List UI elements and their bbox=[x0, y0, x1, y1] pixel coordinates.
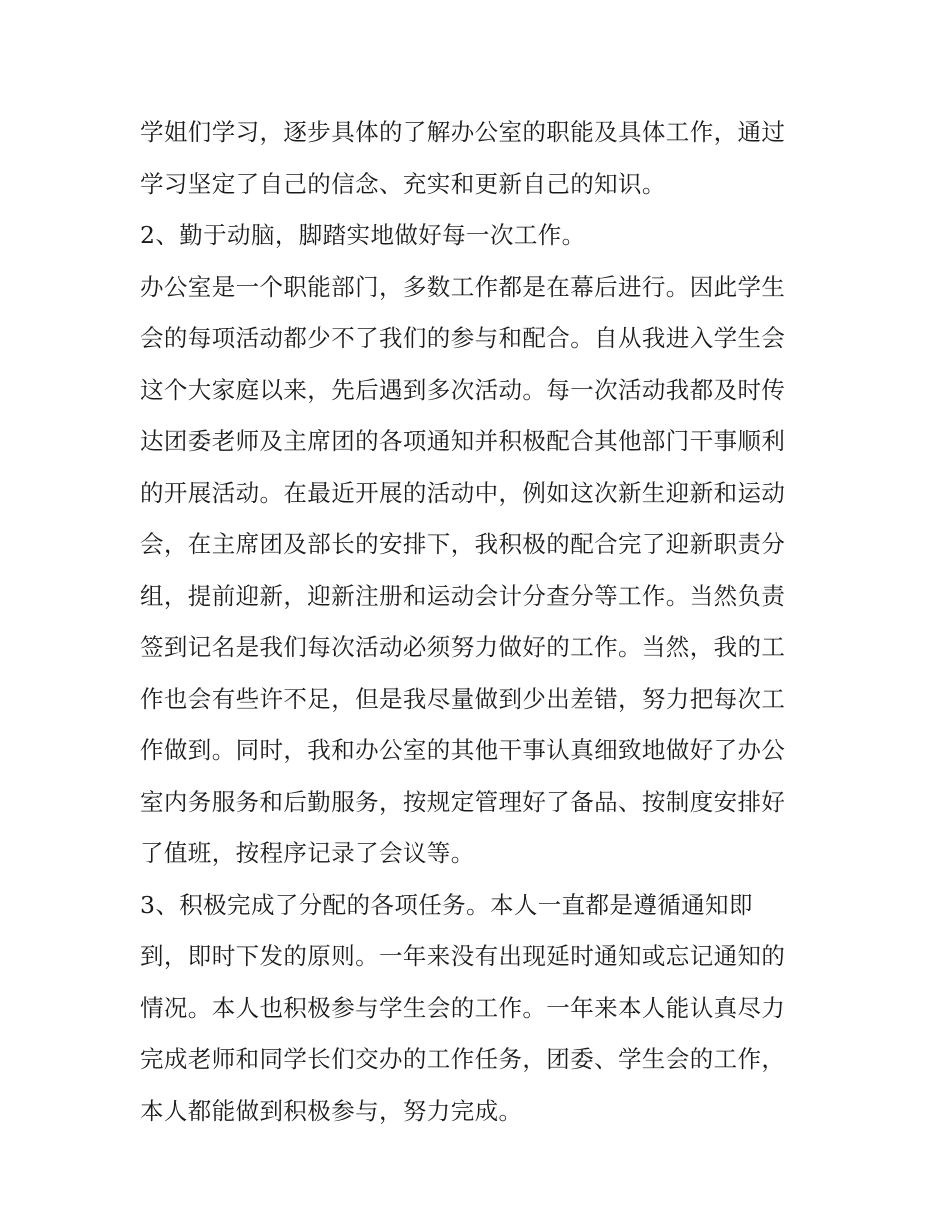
text-line: 的开展活动。在最近开展的活动中，例如这次新生迎新和运动 bbox=[140, 478, 786, 507]
text-line: 办公室是一个职能部门，多数工作都是在幕后进行。因此学生 bbox=[140, 272, 786, 301]
section-heading: 3、积极完成了分配的各项任务。本人一直都是遵循通知即 bbox=[140, 890, 753, 919]
text-line: 达团委老师及主席团的各项通知并积极配合其他部门干事顺利 bbox=[140, 427, 786, 455]
text-line: 组，提前迎新，迎新注册和运动会计分查分等工作。当然负责 bbox=[140, 581, 786, 610]
text-line: 完成老师和同学长们交办的工作任务，团委、学生会的工作， bbox=[140, 1045, 786, 1073]
text-line: 这个大家庭以来，先后遇到多次活动。每一次活动我都及时传 bbox=[140, 375, 786, 404]
text-line: 本人都能做到积极参与，努力完成。 bbox=[140, 1096, 523, 1125]
text-line: 签到记名是我们每次活动必须努力做好的工作。当然，我的工 bbox=[140, 633, 786, 661]
text-line: 作做到。同时，我和办公室的其他干事认真细致地做好了办公 bbox=[140, 736, 786, 764]
text-line: 作也会有些许不足，但是我尽量做到少出差错，努力把每次工 bbox=[140, 684, 786, 713]
document-body bbox=[140, 107, 820, 1137]
section-heading: 2、勤于动脑，脚踏实地做好每一次工作。 bbox=[140, 221, 586, 249]
text-line: 会的每项活动都少不了我们的参与和配合。自从我进入学生会 bbox=[140, 324, 786, 352]
text-line: 了值班，按程序记录了会议等。 bbox=[140, 839, 475, 867]
text-line: 学姐们学习，逐步具体的了解办公室的职能及具体工作，通过 bbox=[140, 118, 786, 146]
text-line: 到，即时下发的原则。一年来没有出现延时通知或忘记通知的 bbox=[140, 942, 786, 970]
text-line: 室内务服务和后勤服务，按规定管理好了备品、按制度安排好 bbox=[140, 787, 786, 816]
text-line: 会，在主席团及部长的安排下，我积极的配合完了迎新职责分 bbox=[140, 530, 786, 558]
text-line: 情况。本人也积极参与学生会的工作。一年来本人能认真尽力 bbox=[140, 993, 786, 1022]
text-line: 学习坚定了自己的信念、充实和更新自己的知识。 bbox=[140, 169, 666, 198]
